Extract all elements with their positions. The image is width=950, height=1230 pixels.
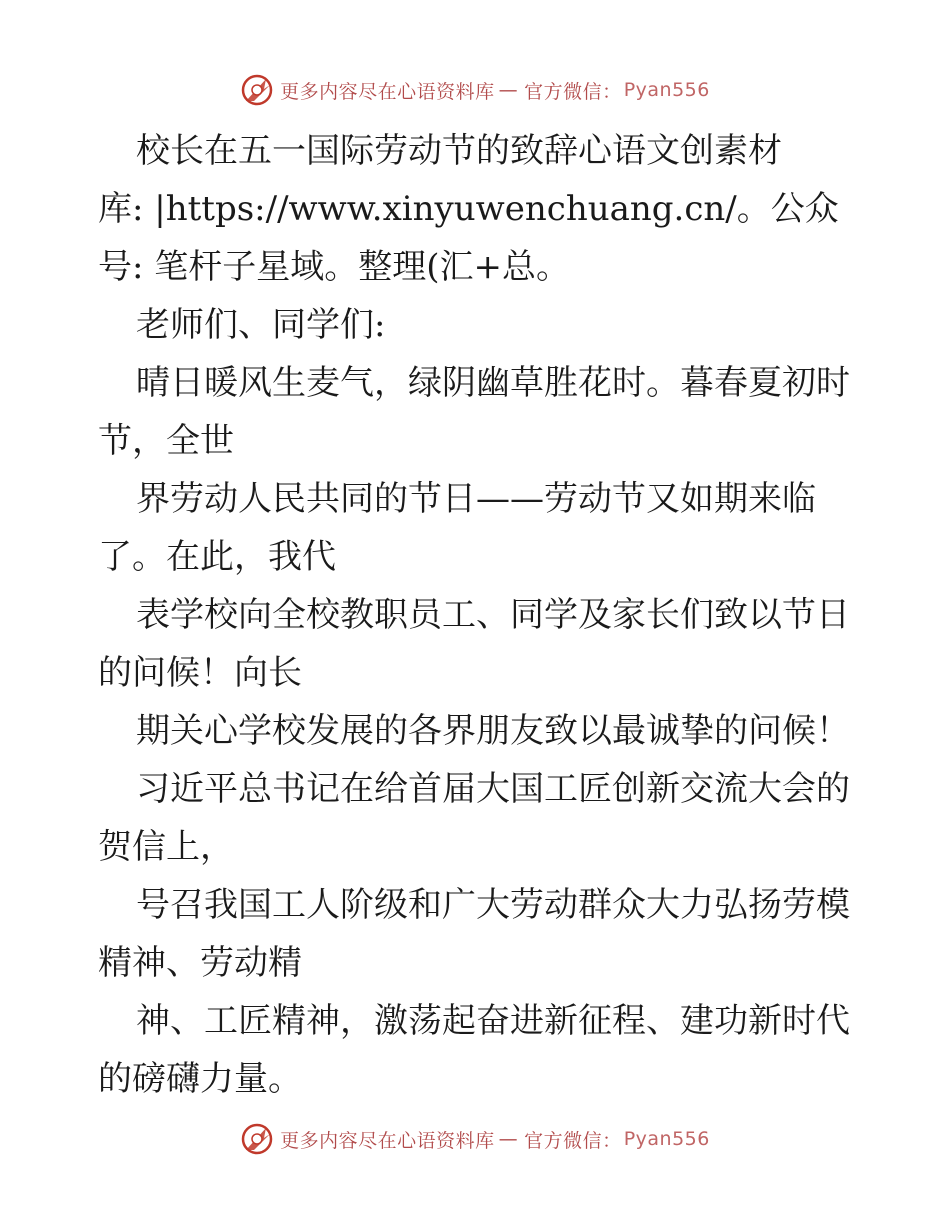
banner-handle: Pyan556 bbox=[623, 79, 710, 101]
document-line: 界劳动人民共同的节日——劳动节又如期来临 bbox=[136, 479, 816, 519]
banner-main-text: 更多内容尽在心语资料库 bbox=[280, 80, 495, 103]
document-line: 贺信上， bbox=[98, 827, 234, 867]
document-line: 习近平总书记在给首届大国工匠创新交流大会的 bbox=[136, 769, 850, 809]
header-watermark-banner bbox=[0, 70, 950, 110]
banner-separator: — bbox=[498, 1128, 519, 1150]
banner-main-text: 更多内容尽在心语资料库 bbox=[280, 1129, 495, 1152]
document-line: 号召我国工人阶级和广大劳动群众大力弘扬劳模 bbox=[136, 885, 850, 925]
feather-seal-icon bbox=[240, 73, 274, 107]
document-line: 的磅礴力量。 bbox=[98, 1059, 302, 1099]
document-line: 老师们、同学们: bbox=[136, 305, 386, 345]
banner-wechat-label: 官方微信： bbox=[524, 1129, 622, 1152]
banner-wechat-label: 官方微信： bbox=[524, 80, 622, 103]
document-line: 表学校向全校教职员工、同学及家长们致以节日 bbox=[136, 595, 850, 635]
document-line: 库: |https://www.xinyuwenchuang.cn/。公众 bbox=[98, 189, 839, 229]
footer-watermark-banner bbox=[0, 1119, 950, 1159]
document-line: 精神、劳动精 bbox=[98, 943, 302, 983]
document-line: 校长在五一国际劳动节的致辞心语文创素材 bbox=[136, 131, 782, 171]
document-line: 号: 笔杆子星域。整理(汇+总。 bbox=[98, 247, 571, 287]
feather-seal-icon bbox=[240, 1122, 274, 1156]
document-body bbox=[98, 122, 858, 1108]
document-line: 神、工匠精神，激荡起奋进新征程、建功新时代 bbox=[136, 1001, 850, 1041]
banner-separator: — bbox=[498, 79, 519, 101]
document-line: 的问候！向长 bbox=[98, 653, 302, 693]
banner-handle: Pyan556 bbox=[623, 1128, 710, 1150]
document-line: 了。在此，我代 bbox=[98, 537, 336, 577]
document-line: 节，全世 bbox=[98, 421, 234, 461]
document-line: 晴日暖风生麦气，绿阴幽草胜花时。暮春夏初时 bbox=[136, 363, 850, 403]
document-line: 期关心学校发展的各界朋友致以最诚挚的问候！ bbox=[136, 711, 850, 751]
